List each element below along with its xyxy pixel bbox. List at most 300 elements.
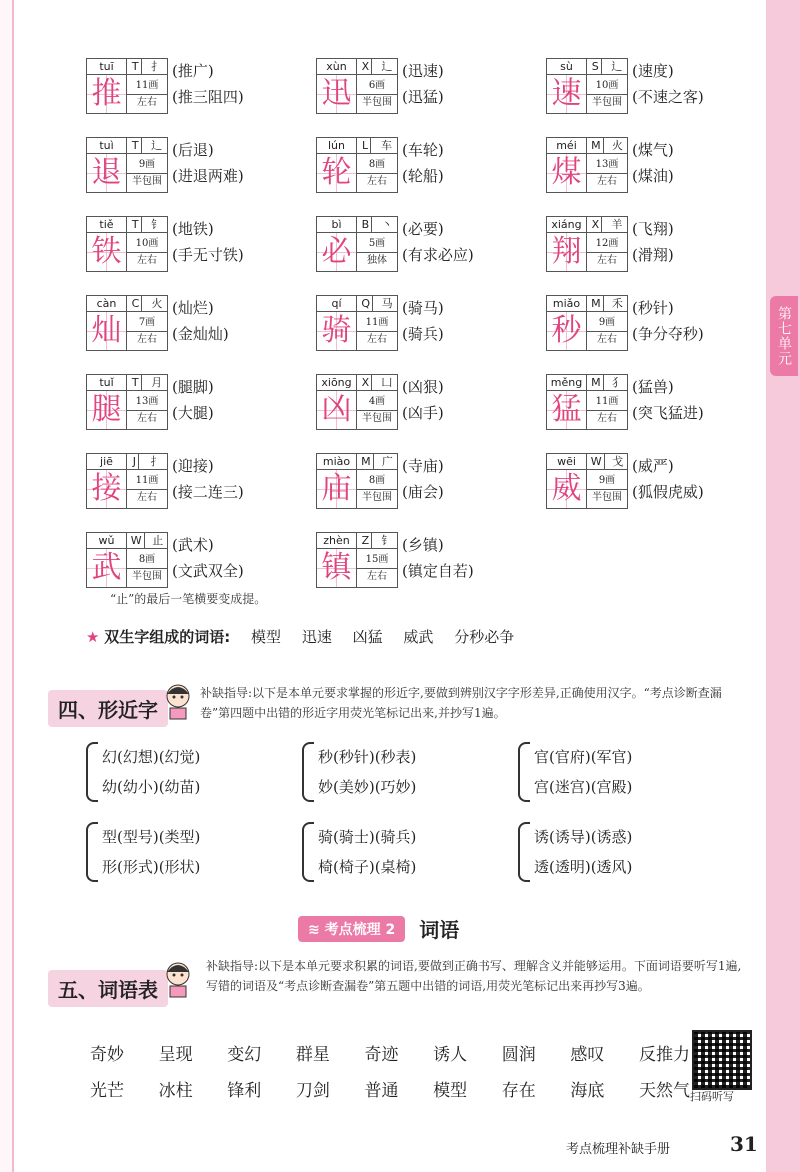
character: 接 — [87, 470, 127, 508]
pinyin: xùn — [317, 59, 357, 75]
pinyin: wǔ — [87, 533, 127, 549]
char-entry — [546, 374, 766, 436]
character: 庙 — [317, 470, 357, 508]
vocab-word: 冰柱 — [158, 1081, 193, 1101]
word: (威严) — [632, 457, 674, 475]
near-char-lines — [318, 822, 416, 882]
brace-icon — [302, 742, 314, 802]
near-char-line: 秒(秒针)(秒表) — [318, 748, 417, 766]
index-radical — [587, 454, 627, 470]
radical: 广 — [381, 454, 393, 468]
word: (寺庙) — [402, 457, 444, 475]
word-list — [632, 295, 704, 347]
pinyin: càn — [87, 296, 127, 312]
char-card — [316, 532, 398, 588]
word: (后退) — [172, 141, 214, 159]
radical: 羊 — [611, 217, 623, 231]
index-radical — [357, 533, 397, 549]
structure: 半包围 — [592, 491, 622, 503]
qr-label: 扫码听写 — [690, 1090, 734, 1103]
char-entry — [86, 58, 316, 120]
word-list — [402, 58, 444, 110]
section5-title: 五、词语表 — [48, 970, 168, 1007]
word: (迅速) — [402, 62, 444, 80]
structure: 左右 — [367, 333, 387, 345]
pinyin: wēi — [547, 454, 587, 470]
radical: 辶 — [151, 138, 163, 152]
word: (庙会) — [402, 483, 444, 501]
index-letter: L — [362, 138, 371, 154]
near-char-line: 骑(骑士)(骑兵) — [318, 828, 417, 846]
character: 轮 — [317, 154, 357, 192]
index-radical — [127, 375, 167, 391]
stroke-count: 11画 — [127, 80, 167, 95]
char-entry — [546, 453, 766, 515]
vocab-word: 变幻 — [227, 1045, 262, 1065]
index-radical — [127, 533, 167, 549]
vocab-word: 反推力 — [639, 1045, 690, 1065]
char-card — [86, 453, 168, 509]
character: 镇 — [317, 549, 357, 587]
stroke-count: 6画 — [357, 80, 397, 95]
near-char-group — [302, 822, 518, 882]
vocab-word: 模型 — [433, 1081, 468, 1101]
structure: 半包围 — [362, 491, 392, 503]
pinyin: miǎo — [547, 296, 587, 312]
word: (大腿) — [172, 404, 214, 422]
word: (滑翔) — [632, 246, 674, 264]
radical: 戈 — [612, 454, 624, 468]
stroke-count: 10画 — [587, 80, 627, 95]
vocab-word: 光芒 — [90, 1081, 124, 1101]
character: 煤 — [547, 154, 587, 192]
word-list — [632, 374, 704, 426]
vocab-word: 呈现 — [158, 1045, 193, 1065]
radical: 火 — [151, 296, 163, 310]
stroke-count: 7画 — [127, 317, 167, 332]
pinyin: tuì — [87, 138, 127, 154]
near-char-group — [86, 822, 302, 882]
char-entry — [86, 295, 316, 357]
word: (秒针) — [632, 299, 674, 317]
char-info — [357, 549, 397, 587]
structure: 独体 — [367, 254, 387, 266]
char-entry — [316, 374, 546, 436]
index-radical — [357, 375, 397, 391]
character: 速 — [547, 75, 587, 113]
structure: 半包围 — [362, 96, 392, 108]
double-words — [86, 626, 514, 647]
near-char-line: 型(型号)(类型) — [102, 828, 201, 846]
near-char-line: 诱(诱导)(诱惑) — [534, 828, 633, 846]
word: (速度) — [632, 62, 674, 80]
vocab-word: 圆润 — [501, 1045, 536, 1065]
char-entry — [316, 137, 546, 199]
radical: 钅 — [381, 533, 393, 547]
unit-tab: 第七单元 — [770, 296, 798, 376]
char-card — [316, 453, 398, 509]
word-list — [172, 58, 244, 110]
char-info — [127, 391, 167, 429]
char-card — [546, 216, 628, 272]
pinyin: tuī — [87, 59, 127, 75]
char-entry — [86, 374, 316, 436]
index-letter: C — [132, 296, 143, 312]
star-icon: ★ — [86, 628, 100, 646]
char-card — [86, 295, 168, 351]
character: 腿 — [87, 391, 127, 429]
index-radical — [357, 454, 397, 470]
word-list — [172, 216, 244, 268]
vocab-word: 锋利 — [227, 1081, 262, 1101]
word: (腿脚) — [172, 378, 214, 396]
pinyin: sù — [547, 59, 587, 75]
index-letter: W — [131, 533, 145, 549]
near-char-lines — [534, 742, 632, 802]
radical: 马 — [381, 296, 393, 310]
index-letter: S — [592, 59, 602, 75]
double-word: 凶猛 — [352, 628, 383, 646]
char-card — [546, 137, 628, 193]
character-grid — [86, 58, 766, 594]
char-entry — [316, 58, 546, 120]
pinyin: xiōng — [317, 375, 357, 391]
double-word: 分秒必争 — [454, 628, 515, 646]
index-radical — [127, 138, 167, 154]
char-info — [587, 154, 627, 192]
pinyin: měng — [547, 375, 587, 391]
char-card — [316, 58, 398, 114]
structure: 左右 — [137, 96, 157, 108]
structure: 左右 — [367, 175, 387, 187]
index-radical — [357, 138, 397, 154]
word-list — [402, 532, 474, 584]
word: (狐假虎威) — [632, 483, 704, 501]
brace-icon — [86, 742, 98, 802]
char-entry — [86, 453, 316, 515]
near-char-line: 形(形式)(形状) — [102, 858, 201, 876]
section4-guide: 补缺指导:以下是本单元要求掌握的形近字,要做到辨别汉字字形差异,正确使用汉字。“考点诊断查漏卷”第四题中出错的形近字用荧光笔标记出来,并抄写1遍。 — [200, 686, 722, 720]
radical: 凵 — [381, 375, 393, 389]
character: 翔 — [547, 233, 587, 271]
character: 铁 — [87, 233, 127, 271]
pinyin: qí — [317, 296, 357, 312]
char-card — [86, 58, 168, 114]
brace-icon — [302, 822, 314, 882]
near-char-group — [518, 822, 734, 882]
word: (迅猛) — [402, 88, 444, 106]
radical: 月 — [151, 375, 163, 389]
char-info — [357, 312, 397, 350]
structure: 左右 — [597, 175, 617, 187]
character: 迅 — [317, 75, 357, 113]
char-card — [86, 216, 168, 272]
word: (突飞猛进) — [632, 404, 704, 422]
character: 灿 — [87, 312, 127, 350]
radical: 扌 — [150, 454, 162, 468]
char-entry — [86, 216, 316, 278]
structure: 左右 — [367, 570, 387, 582]
char-entry — [86, 532, 316, 594]
word: (镇定自若) — [402, 562, 474, 580]
stroke-count: 13画 — [127, 396, 167, 411]
near-char-line: 幻(幻想)(幻觉) — [102, 748, 201, 766]
stroke-count: 13画 — [587, 159, 627, 174]
word: (飞翔) — [632, 220, 674, 238]
word: (猛兽) — [632, 378, 674, 396]
structure: 左右 — [597, 254, 617, 266]
vocab-word: 奇迹 — [364, 1045, 399, 1065]
char-info — [587, 233, 627, 271]
character: 必 — [317, 233, 357, 271]
word-list — [172, 532, 244, 584]
qr-code-icon[interactable] — [692, 1030, 752, 1090]
char-entry — [316, 295, 546, 357]
char-card — [86, 137, 168, 193]
index-radical — [127, 59, 167, 75]
radical: 火 — [611, 138, 623, 152]
word-list — [402, 374, 444, 426]
char-card — [546, 58, 628, 114]
index-letter: Q — [361, 296, 373, 312]
near-char-line: 宫(迷宫)(宫殿) — [534, 778, 633, 796]
character: 凶 — [317, 391, 357, 429]
near-char-line: 幼(幼小)(幼苗) — [102, 778, 201, 796]
word: (接二连三) — [172, 483, 244, 501]
char-card — [316, 374, 398, 430]
structure: 左右 — [137, 412, 157, 424]
stroke-count: 10画 — [127, 238, 167, 253]
index-radical — [127, 296, 167, 312]
word-list — [402, 453, 444, 505]
word-list — [172, 453, 244, 505]
pinyin: tuǐ — [87, 375, 127, 391]
pinyin: lún — [317, 138, 357, 154]
word: (有求必应) — [402, 246, 474, 264]
word-list — [402, 137, 444, 189]
index-radical — [587, 375, 627, 391]
stroke-count: 11画 — [587, 396, 627, 411]
index-radical — [357, 59, 397, 75]
footer-title: 考点梳理补缺手册 — [566, 1142, 671, 1157]
vocab-word: 存在 — [501, 1081, 536, 1101]
word-list — [172, 374, 214, 426]
character: 武 — [87, 549, 127, 587]
char-entry — [546, 58, 766, 120]
word: (金灿灿) — [172, 325, 229, 343]
word: (骑兵) — [402, 325, 444, 343]
char-info — [127, 233, 167, 271]
near-char-grid — [86, 742, 726, 882]
stroke-count: 11画 — [357, 317, 397, 332]
index-letter: M — [591, 375, 604, 391]
structure: 左右 — [137, 491, 157, 503]
word: (乡镇) — [402, 536, 444, 554]
structure: 半包围 — [362, 412, 392, 424]
radical: 辶 — [381, 59, 393, 73]
index-letter: T — [132, 59, 142, 75]
word-list — [172, 295, 229, 347]
side-strip — [766, 0, 800, 1172]
word-list — [632, 137, 674, 189]
vocab-word: 诱人 — [433, 1045, 468, 1065]
index-letter: Z — [362, 533, 373, 549]
radical: 丶 — [381, 217, 393, 231]
double-word: 模型 — [251, 628, 282, 646]
radical: 止 — [152, 533, 164, 547]
index-letter: T — [132, 375, 142, 391]
pinyin: miào — [317, 454, 357, 470]
topic-banner — [298, 914, 459, 943]
char-card — [546, 295, 628, 351]
near-char-lines — [102, 822, 200, 882]
word-list — [632, 216, 674, 268]
character: 威 — [547, 470, 587, 508]
near-char-lines — [102, 742, 200, 802]
vocab-row — [90, 1040, 690, 1065]
word: (地铁) — [172, 220, 214, 238]
near-char-group — [302, 742, 518, 802]
vocab-word: 天然气 — [639, 1081, 690, 1101]
character: 退 — [87, 154, 127, 192]
char-info — [357, 470, 397, 508]
index-letter: T — [132, 138, 142, 154]
char-card — [316, 295, 398, 351]
char-entry — [546, 137, 766, 199]
radical: 钅 — [151, 217, 163, 231]
char-info — [127, 312, 167, 350]
stroke-count: 4画 — [357, 396, 397, 411]
radical: 扌 — [151, 59, 163, 73]
structure: 半包围 — [132, 175, 162, 187]
word-list — [632, 453, 704, 505]
double-words-label: 双生字组成的词语: — [104, 628, 231, 646]
section4-title: 四、形近字 — [48, 690, 168, 727]
vocab-word: 感叹 — [570, 1045, 605, 1065]
word: (进退两难) — [172, 167, 244, 185]
stroke-count: 9画 — [587, 475, 627, 490]
word: (文武双全) — [172, 562, 244, 580]
char-info — [587, 75, 627, 113]
word: (必要) — [402, 220, 444, 238]
girl-avatar-icon — [160, 680, 196, 720]
pinyin: xiáng — [547, 217, 587, 233]
index-letter: T — [132, 217, 142, 233]
word: (骑马) — [402, 299, 444, 317]
character: 推 — [87, 75, 127, 113]
char-card — [316, 216, 398, 272]
index-radical — [587, 296, 627, 312]
character: 骑 — [317, 312, 357, 350]
word: (凶狠) — [402, 378, 444, 396]
char-card — [86, 532, 168, 588]
char-info — [357, 233, 397, 271]
char-info — [127, 75, 167, 113]
word: (车轮) — [402, 141, 444, 159]
index-radical — [357, 296, 397, 312]
radical: 辶 — [611, 59, 623, 73]
pinyin: méi — [547, 138, 587, 154]
index-letter: M — [591, 296, 604, 312]
index-radical — [587, 217, 627, 233]
structure: 左右 — [597, 412, 617, 424]
stroke-count: 15画 — [357, 554, 397, 569]
index-radical — [587, 138, 627, 154]
word: (迎接) — [172, 457, 214, 475]
char-info — [587, 391, 627, 429]
near-char-group — [86, 742, 302, 802]
double-word: 威武 — [403, 628, 434, 646]
word: (轮船) — [402, 167, 444, 185]
char-entry — [546, 295, 766, 357]
stroke-count: 12画 — [587, 238, 627, 253]
char-info — [357, 154, 397, 192]
word-list — [402, 295, 444, 347]
stroke-count: 8画 — [357, 159, 397, 174]
pinyin: tiě — [87, 217, 127, 233]
word-list — [632, 58, 704, 110]
vocab-row — [90, 1076, 690, 1101]
near-char-lines — [534, 822, 632, 882]
index-letter: M — [361, 454, 374, 470]
word: (手无寸铁) — [172, 246, 244, 264]
char-card — [546, 374, 628, 430]
stroke-count: 5画 — [357, 238, 397, 253]
stroke-count: 9画 — [127, 159, 167, 174]
index-radical — [587, 59, 627, 75]
char-info — [587, 312, 627, 350]
brace-icon — [86, 822, 98, 882]
char-info — [127, 470, 167, 508]
vocab-word: 奇妙 — [90, 1045, 124, 1065]
index-letter: J — [133, 454, 139, 470]
stroke-note: “止”的最后一笔横要变成提。 — [110, 592, 267, 606]
vocab-word: 刀剑 — [295, 1081, 330, 1101]
index-letter: X — [592, 217, 603, 233]
index-letter: W — [591, 454, 605, 470]
near-char-lines — [318, 742, 416, 802]
near-char-line: 透(透明)(透风) — [534, 858, 633, 876]
index-radical — [127, 217, 167, 233]
structure: 半包围 — [132, 570, 162, 582]
char-card — [86, 374, 168, 430]
banner-title: 词语 — [419, 918, 460, 942]
brace-icon — [518, 822, 530, 882]
vocab-word: 普通 — [364, 1081, 399, 1101]
section5-guide: 补缺指导:以下是本单元要求积累的词语,要做到正确书写、理解含义并能够运用。下面词语要听写1遍,写错的词语及“考点诊断查漏卷”第五题中出错的词语,用荧光笔标记出来再抄写3遍。 — [206, 959, 742, 993]
index-radical — [357, 217, 397, 233]
char-entry — [316, 532, 546, 594]
word: (煤气) — [632, 141, 674, 159]
radical: 禾 — [611, 296, 623, 310]
char-entry — [316, 453, 546, 515]
index-letter: X — [362, 59, 373, 75]
page-number: 31 — [730, 1132, 758, 1156]
char-info — [587, 470, 627, 508]
structure: 左右 — [137, 333, 157, 345]
banner-pill: ≋ 考点梳理 2 — [298, 916, 405, 942]
word: (武术) — [172, 536, 214, 554]
word: (推广) — [172, 62, 214, 80]
char-entry — [546, 216, 766, 278]
index-letter: B — [362, 217, 373, 233]
character: 猛 — [547, 391, 587, 429]
character: 秒 — [547, 312, 587, 350]
word-list — [402, 216, 474, 268]
char-info — [127, 154, 167, 192]
near-char-line: 椅(椅子)(桌椅) — [318, 858, 417, 876]
char-card — [546, 453, 628, 509]
